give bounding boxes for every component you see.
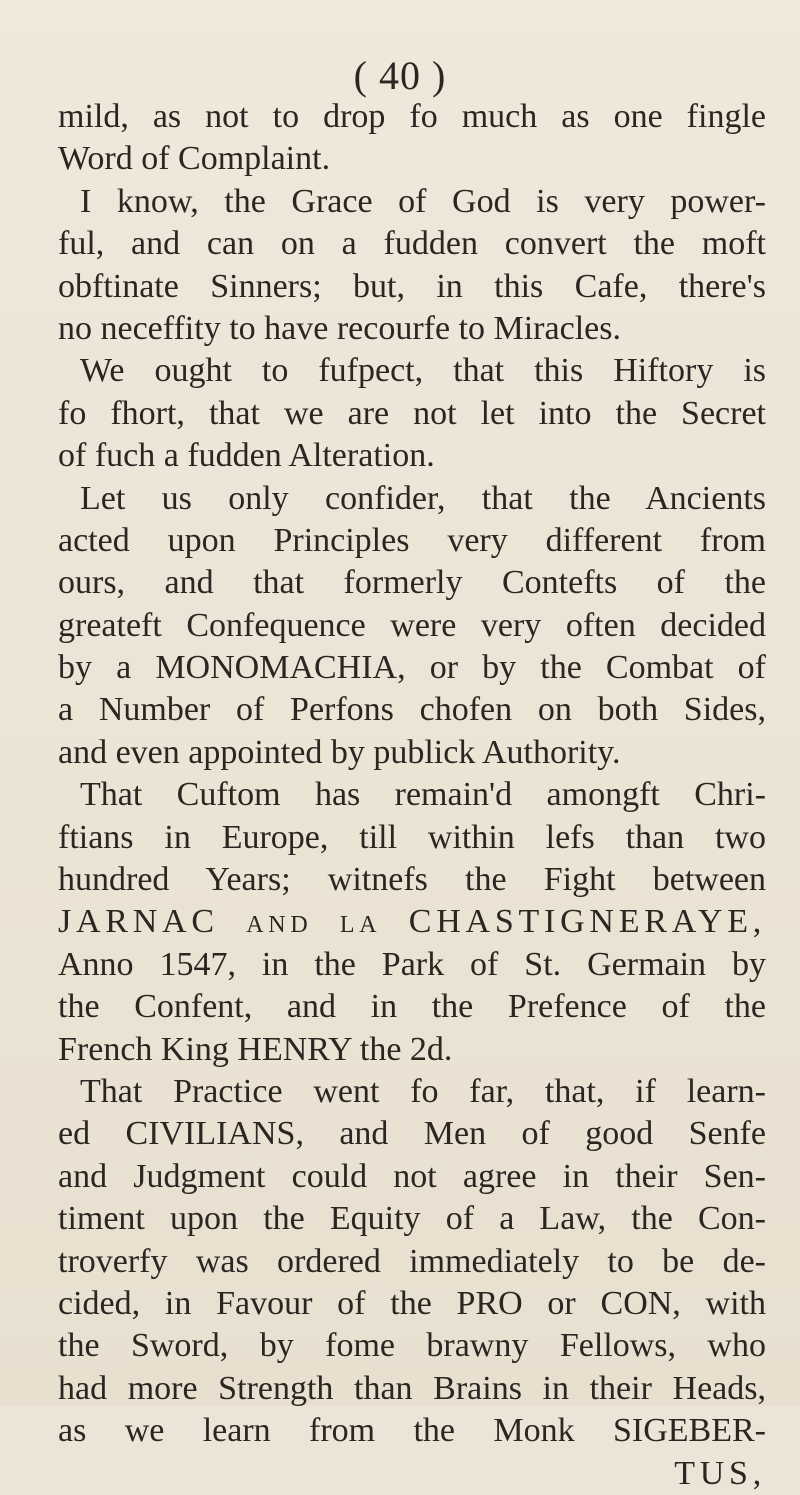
text-line: had more Strength than Brains in their Heads, xyxy=(58,1369,766,1407)
text-line: as we learn from the Monk SIGEBER- xyxy=(58,1412,766,1450)
text-line: mild, as not to drop fo much as one fingle xyxy=(58,98,766,135)
text-line: ful, and can on a fudden convert the moft xyxy=(58,225,766,263)
text-line: troverfy was ordered immediately to be de- xyxy=(58,1242,766,1280)
text-line: and Judgment could not agree in their Sen- xyxy=(58,1157,766,1195)
text-line: obftinate Sinners; but, in this Cafe, there's xyxy=(58,267,766,305)
text-line: no neceffity to have recourfe to Miracles. xyxy=(58,309,621,347)
text-line: fo fhort, that we are not let into the Secret xyxy=(58,394,766,432)
text-line: by a MONOMACHIA, or by the Combat of xyxy=(58,649,766,687)
text-line: timent upon the Equity of a Law, the Con- xyxy=(58,1200,766,1238)
text-line: JARNAC and la CHASTIGNERAYE, xyxy=(58,903,766,941)
text-line: Anno 1547, in the Park of St. Germain by xyxy=(58,945,766,983)
text-line: cided, in Favour of the PRO or CON, with xyxy=(58,1284,766,1322)
text-line: That Cuftom has remain'd amongft Chri- xyxy=(80,776,766,814)
text-line: a Number of Perfons chofen on both Sides, xyxy=(58,691,766,729)
text-line: hundred Years; witnefs the Fight between xyxy=(58,861,766,899)
text-line: and even appointed by publick Authority. xyxy=(58,733,621,771)
text-line: Let us only confider, that the Ancients xyxy=(80,479,766,517)
text-line: greateft Confequence were very often decided xyxy=(58,606,766,644)
text-line: ed CIVILIANS, and Men of good Senfe xyxy=(58,1115,766,1153)
body-text xyxy=(58,96,766,1495)
page-number-header: ( 40 ) xyxy=(353,53,447,98)
text-line: I know, the Grace of God is very power- xyxy=(80,182,766,220)
text-line: We ought to fufpect, that this Hiftory is xyxy=(80,352,766,390)
text-line: the Sword, by fome brawny Fellows, who xyxy=(58,1327,766,1365)
text-line: acted upon Principles very different from xyxy=(58,521,766,559)
text-line: ours, and that formerly Contefts of the xyxy=(58,564,766,602)
catchword: TUS, xyxy=(674,1454,766,1492)
text-line: That Practice went fo far, that, if learn- xyxy=(80,1072,766,1110)
text-line: ftians in Europe, till within lefs than two xyxy=(58,818,766,856)
text-line: of fuch a fudden Alteration. xyxy=(58,437,435,475)
text-line: the Confent, and in the Prefence of the xyxy=(58,988,766,1026)
text-line: French King HENRY the 2d. xyxy=(58,1030,453,1068)
text-line: Word of Complaint. xyxy=(58,140,331,178)
